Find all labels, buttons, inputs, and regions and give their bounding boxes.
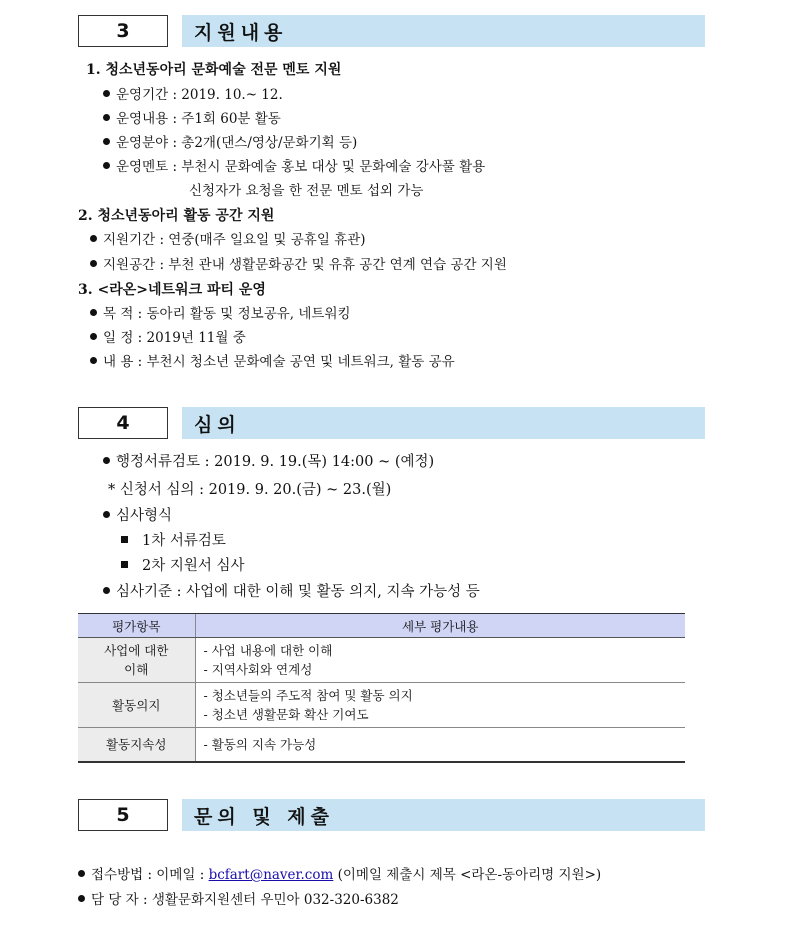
section-title: 심의 [182, 407, 705, 439]
list-item: 운영멘토 : 부천시 문화예술 홍보 대상 및 문화예술 강사풀 활용 [103, 158, 485, 176]
table-cell-category: 사업에 대한 이해 [78, 638, 195, 683]
list-item: 지원기간 : 연중(매주 일요일 및 공휴일 휴관) [90, 231, 366, 249]
list-item: 운영기간 : 2019. 10.~ 12. [103, 86, 283, 104]
table-cell-detail: - 사업 내용에 대한 이해 - 지역사회와 연계성 [195, 638, 685, 683]
bullet-icon [90, 260, 97, 267]
item-2-title: 2. 청소년동아리 활동 공간 지원 [78, 208, 275, 224]
table-cell-detail: - 청소년들의 주도적 참여 및 활동 의지 - 청소년 생활문화 확산 기여도 [195, 683, 685, 728]
list-item: 목 적 : 동아리 활동 및 정보공유, 네트워킹 [90, 305, 351, 323]
bullet-icon [90, 309, 97, 316]
section-3-header [78, 15, 705, 47]
bullet-icon [103, 162, 110, 169]
list-item: 행정서류검토 : 2019. 9. 19.(목) 14:00 ~ (예정) [103, 453, 434, 471]
bullet-icon [103, 587, 110, 594]
table-row [78, 683, 685, 728]
sub-list-item: 1차 서류검토 [121, 532, 226, 550]
table-row [78, 638, 685, 683]
section-number: 4 [78, 407, 168, 439]
item-1-title: 1. 청소년동아리 문화예술 전문 멘토 지원 [86, 62, 342, 78]
bullet-icon [90, 333, 97, 340]
item-3-title: 3. <라온>네트워크 파티 운영 [78, 282, 266, 298]
section-number: 3 [78, 15, 168, 47]
email-link[interactable]: bcfart@naver.com [208, 867, 334, 883]
submission-method: 접수방법 : 이메일 : bcfart@naver.com (이메일 제출시 제목 <라온-동아리명 지원>) [78, 866, 601, 884]
bullet-icon [90, 357, 97, 364]
list-item: 운영분야 : 총2개(댄스/영상/문화기획 등) [103, 134, 357, 152]
table-cell-category: 활동지속성 [78, 728, 195, 762]
bullet-icon [103, 511, 110, 518]
list-item: 운영내용 : 주1회 60분 활동 [103, 110, 281, 128]
table-header-row [78, 614, 685, 638]
list-item: 심사기준 : 사업에 대한 이해 및 활동 의지, 지속 가능성 등 [103, 583, 480, 601]
list-item: 내 용 : 부천시 청소년 문화예술 공연 및 네트워크, 활동 공유 [90, 353, 455, 371]
section-5-header [78, 799, 705, 831]
list-item: 지원공간 : 부천 관내 생활문화공간 및 유휴 공간 연계 연습 공간 지원 [90, 256, 507, 274]
bullet-icon [78, 870, 85, 877]
bullet-icon [103, 138, 110, 145]
bullet-icon [78, 895, 85, 902]
section-title: 지원내용 [182, 15, 705, 47]
section-title: 문의 및 제출 [182, 799, 705, 831]
contact-info: 담 당 자 : 생활문화지원센터 우민아 032-320-6382 [78, 891, 399, 909]
list-item: 일 정 : 2019년 11월 중 [90, 329, 246, 347]
table-cell-detail: - 활동의 지속 가능성 [195, 728, 685, 762]
sub-list-item: 2차 지원서 심사 [121, 557, 245, 575]
square-bullet-icon [121, 536, 128, 543]
square-bullet-icon [121, 561, 128, 568]
table-header: 세부 평가내용 [195, 614, 685, 638]
table-header: 평가항목 [78, 614, 195, 638]
section-4-header [78, 407, 705, 439]
review-note: * 신청서 심의 : 2019. 9. 20.(금) ~ 23.(월) [108, 482, 392, 498]
bullet-icon [103, 457, 110, 464]
list-item: 심사형식 [103, 507, 172, 525]
table-cell-category: 활동의지 [78, 683, 195, 728]
evaluation-table [78, 613, 685, 763]
table-row [78, 728, 685, 762]
section-number: 5 [78, 799, 168, 831]
list-item-continuation: 신청자가 요청을 한 전문 멘토 섭외 가능 [189, 183, 424, 199]
bullet-icon [103, 90, 110, 97]
bullet-icon [90, 235, 97, 242]
bullet-icon [103, 114, 110, 121]
